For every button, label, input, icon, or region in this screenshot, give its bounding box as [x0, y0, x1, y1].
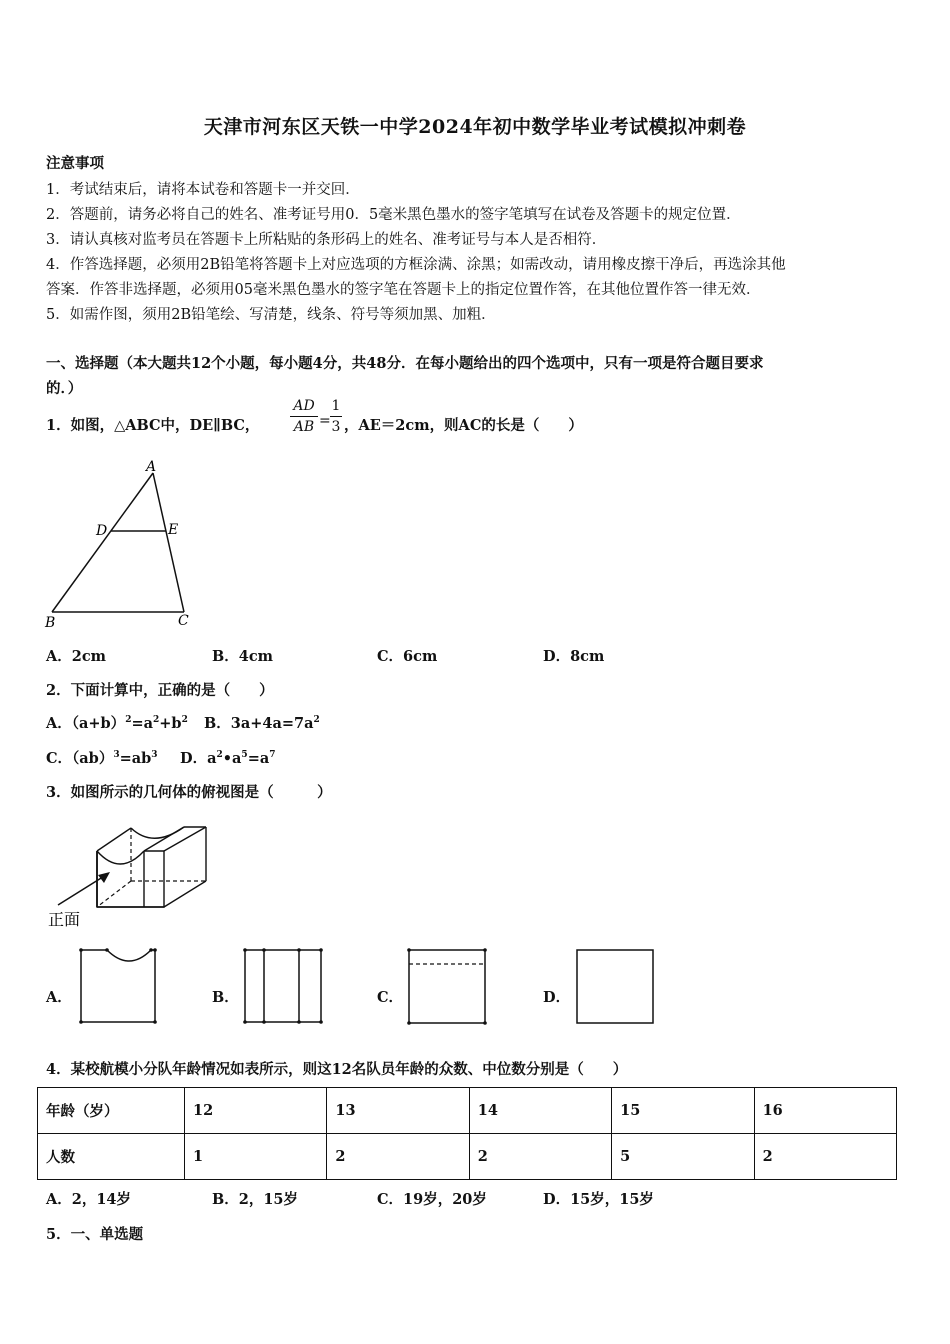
q1-triangle-figure — [40, 455, 210, 635]
side-ac — [153, 473, 184, 612]
notice-item: 2．答题前，请务必将自己的姓名、准考证号用0．5毫米黑色墨水的签字笔填写在试卷及答题卡的规定位置． — [46, 207, 741, 223]
label-e: E — [168, 522, 179, 538]
notice-item: 4．作答选择题，必须用2B铅笔将答题卡上对应选项的方框涂满、涂黑；如需改动，请用橡皮擦干净后，再选涂其他 — [46, 257, 786, 273]
q2-stem: 2．下面计算中，正确的是（ ） — [46, 682, 274, 699]
q1-option-b: B．4cm — [212, 648, 274, 665]
table-cell: 13 — [327, 1088, 469, 1134]
q3-option-d-figure — [572, 944, 658, 1030]
q3-option-b-figure — [240, 944, 326, 1030]
arrow-line — [58, 875, 106, 905]
q1-stem-suffix: ，AE＝2cm，则AC的长是（ ） — [344, 417, 583, 434]
q2-option-c: C．$(ab)^3=ab^3$ — [46, 750, 158, 767]
q4-option-d: D．15岁，15岁 — [543, 1191, 654, 1208]
table-cell: 人数 — [38, 1134, 185, 1180]
table-row — [38, 1088, 897, 1134]
q5-stem: 5．一、单选题 — [46, 1226, 144, 1243]
groove-back — [131, 827, 184, 838]
table-row — [38, 1134, 897, 1180]
q3-option-a-label: A． — [46, 989, 72, 1006]
q3-option-d-label: D． — [543, 989, 571, 1006]
q1-option-d: D．8cm — [543, 648, 605, 665]
q1-option-c: C．6cm — [377, 648, 438, 665]
q1-option-a: A．2cm — [46, 648, 107, 665]
table-cell: 15 — [612, 1088, 754, 1134]
table-cell: 2 — [469, 1134, 611, 1180]
page-title: 天津市河东区天铁一中学2024年初中数学毕业考试模拟冲刺卷 — [203, 116, 747, 138]
table-cell: 14 — [469, 1088, 611, 1134]
q2-option-d: D．$a^2•a^5=a^7$ — [180, 750, 276, 767]
q3-option-c-figure — [404, 944, 490, 1030]
q2-option-b: B．$3a+4a=7a^2$ — [204, 715, 320, 732]
age-table — [37, 1087, 897, 1180]
table-cell: 5 — [612, 1134, 754, 1180]
label-c: C — [178, 613, 189, 629]
table-cell: 2 — [327, 1134, 469, 1180]
q3-option-b-label: B． — [212, 989, 239, 1006]
q1-equals: = — [319, 413, 331, 429]
table-cell: 年龄（岁） — [38, 1088, 185, 1134]
table-cell: 2 — [754, 1134, 896, 1180]
label-b: B — [45, 615, 56, 631]
notice-heading: 注意事项 — [46, 155, 104, 172]
q1-fraction-ad-ab — [290, 398, 318, 435]
q1-stem-prefix: 1．如图，△ABC中，DE∥BC， — [46, 417, 260, 434]
q2-option-a: A．$(a+b)^2=a^2+b^2$ — [46, 715, 188, 732]
fraction-denominator: AB — [293, 419, 315, 435]
q4-option-b: B．2，15岁 — [212, 1191, 299, 1208]
section-heading: 一、选择题（本大题共12个小题，每小题4分，共48分．在每小题给出的四个选项中，只有一项是符合题目要求 — [46, 355, 764, 372]
front-label: 正面 — [48, 910, 81, 929]
side-ab — [52, 473, 153, 612]
q3-stem: 3．如图所示的几何体的俯视图是（ ） — [46, 784, 332, 801]
notice-item: 答案．作答非选择题，必须用05毫米黑色墨水的签字笔在答题卡上的指定位置作答，在其他位置作答一律无效． — [46, 282, 761, 298]
q4-option-a: A．2，14岁 — [46, 1191, 132, 1208]
arrow-head-icon — [98, 872, 110, 883]
fraction-denominator: 3 — [331, 419, 341, 435]
q4-stem: 4．某校航模小分队年龄情况如表所示，则这12名队员年龄的众数、中位数分别是（ ） — [46, 1061, 628, 1078]
label-d: D — [96, 523, 108, 539]
label-a: A — [146, 459, 157, 475]
section-heading-cont: 的．） — [46, 380, 83, 397]
q1-fraction-one-third — [330, 398, 342, 435]
q4-option-c: C．19岁，20岁 — [377, 1191, 487, 1208]
q3-option-a-figure — [74, 944, 164, 1030]
fraction-numerator: AD — [293, 398, 315, 414]
table-cell: 1 — [185, 1134, 327, 1180]
q3-solid-figure — [40, 815, 230, 935]
fraction-numerator: 1 — [331, 398, 341, 414]
q3-option-c-label: C． — [377, 989, 404, 1006]
table-cell: 12 — [185, 1088, 327, 1134]
notice-item: 5．如需作图，须用2B铅笔绘、写清楚，线条、符号等须加黑、加粗． — [46, 307, 496, 323]
groove-front — [97, 851, 144, 864]
notice-item: 3．请认真核对监考员在答题卡上所粘贴的条形码上的姓名、准考证号与本人是否相符． — [46, 232, 607, 248]
notice-item: 1．考试结束后，请将本试卷和答题卡一并交回． — [46, 182, 360, 198]
table-cell: 16 — [754, 1088, 896, 1134]
